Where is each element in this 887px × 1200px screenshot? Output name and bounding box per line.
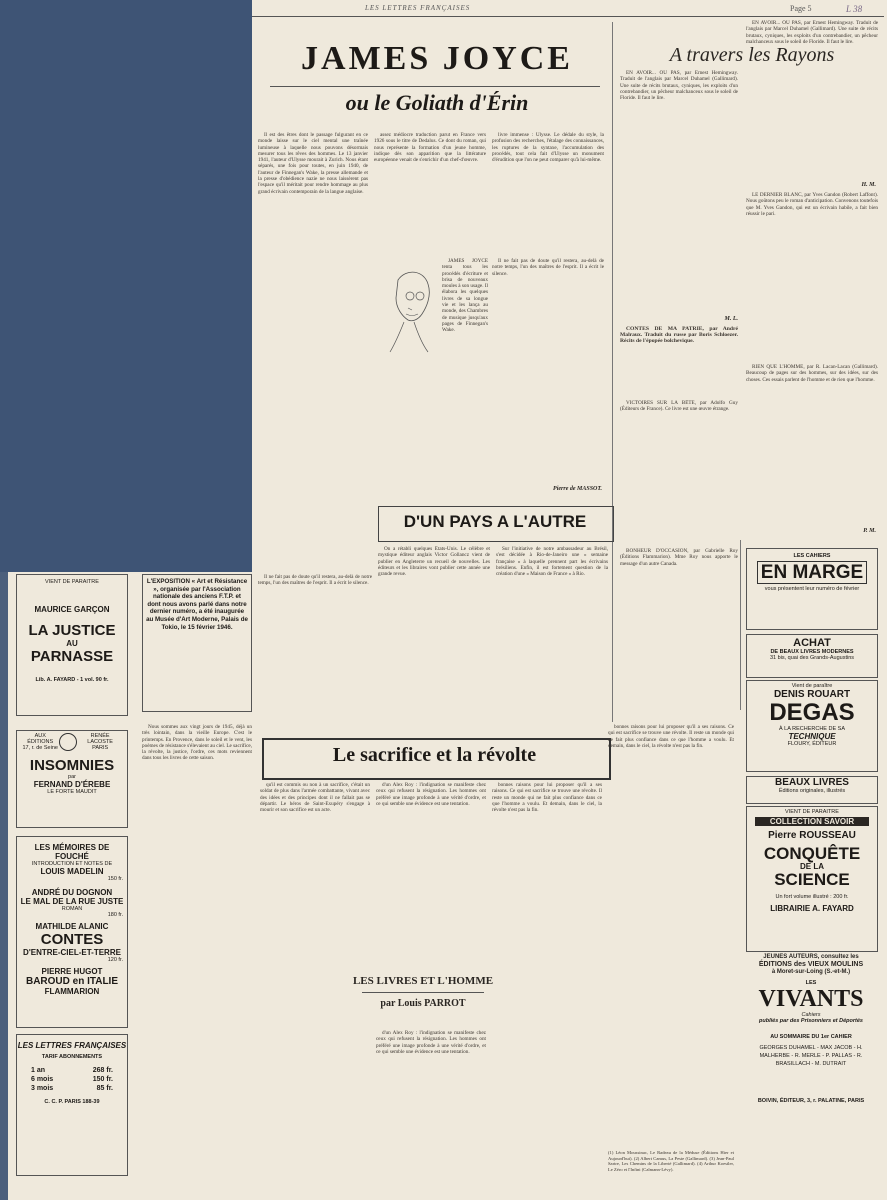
travers-item-6: BONHEUR D'OCCASION, par Gabrielle Roy (Éditions Flammarion). Mme Roy nous apporte le message d'un autre Canada.	[620, 548, 738, 567]
joyce-column-3: livre immense : Ulysse. Le dédale du style, la profusion des recherches, l'étalage des connaissances, les ruptures de la syntaxe, l'accumulation des procédés, tout cela fait d'Ulysse un monument d'érudition que l'on ne peut comparer qu'à lui-même.	[492, 132, 604, 164]
marge-note: vous présentent leur numéro de février	[764, 586, 860, 592]
joyce-column-2: assez médiocre traduction parut en France vers 1926 sous le titre de Dedalus. Ce dont du roman, qui nous représente la formation d'un jeune homme, indique dès son apparition que la littérature européenne venait de s'enrichir d'un chef-d'œuvre.	[374, 132, 486, 164]
livres-title: LES LIVRES ET L'HOMME	[352, 975, 494, 987]
savoir-title: CONQUÊTE	[763, 844, 861, 863]
ad-hugot-author: PIERRE HUGOT	[41, 967, 103, 976]
ad-dognon-type: ROMAN	[61, 906, 83, 912]
ad-fouche-intro: INTRODUCTION ET NOTES DE	[31, 861, 113, 867]
ad-insomnies-by: par	[68, 774, 76, 780]
sacrifice-col-2: qu'il est commis ou non à un sacrifice, c'était un soldat de plus dans l'armée combattante, vivant avec des idées et des principes dont il ne fallait pas se départir. Le héros de Saint-Exupéry s'engage à mourir et son sacrifice est un acte.	[260, 782, 370, 814]
degas-author: DENIS ROUART	[773, 689, 851, 700]
column-divider	[612, 22, 613, 722]
ad-fouche-editor: LOUIS MADELIN	[40, 867, 104, 876]
livres-author: par Louis PARROT	[380, 998, 466, 1009]
ad-hugot-title: BAROUD en ITALIE	[25, 976, 119, 987]
ad-insomnies-author: FERNAND D'ÉREBE	[33, 780, 111, 789]
ad-en-marge	[746, 548, 878, 630]
ad-justice-line3: PARNASSE	[30, 648, 114, 665]
ad-alanic-price: 120 fr.	[107, 957, 123, 963]
joyce-title-rule	[270, 86, 600, 87]
travers-sig-1: M. L.	[724, 316, 738, 322]
tarif-row	[17, 1084, 127, 1093]
ad-insomnies-left: AUX ÉDITIONS 17, r. de Seine	[22, 733, 58, 751]
ad-hugot-pub: FLAMMARION	[44, 987, 100, 996]
ad-degas	[746, 680, 878, 772]
sacrifice-col-3: d'un Alex Roy : l'indignation se manifeste chez ceux qui refusent la résignation. Les hommes ont préféré une image profonde à une vérité d'ordre, et ce qui semble une évidence est une tentation.	[376, 782, 486, 807]
marge-title: EN MARGE	[757, 561, 867, 584]
vivants-pub: BOIVIN, ÉDITEUR, 3, r. PALATINE, PARIS	[757, 1098, 865, 1104]
travers-item-4: CONTES DE MA PATRIE, par André Malraux. Traduit du russe par Boris Schloezer. Récits de l'épopée bolchevique.	[620, 326, 738, 344]
joyce-tail: Il ne fait pas de doute qu'il restera, au-delà de notre temps, l'un des maîtres de l'esprit. Il a écrit le silence.	[258, 574, 372, 587]
beaux-title: BEAUX LIVRES	[775, 777, 849, 788]
travers-item-1: EN AVOIR... OU PAS, par Ernest Hemingway. Traduit de l'anglais par Marcel Duhamel (Gallimard). Une suite de récits brutaux, cyniques, les exploits d'un contrebandier, un pêcheur malchanceux sous le soleil de Floride. Il faut le lire.	[620, 70, 738, 102]
ad-justice-line1: LA JUSTICE	[28, 622, 116, 639]
joyce-signature: Pierre de MASSOT.	[553, 486, 602, 492]
travers-sig-2: H. M.	[861, 182, 876, 188]
pays-body-right: Sur l'initiative de notre ambassadeur au Brésil, s'est décidée à Rio-de-Janeiro une « semaine française » à laquelle prennent part les écrivains brésiliens. Enfin, il est fortement question de la création d'une « Maison de France » à Rio.	[496, 546, 608, 578]
savoir-pre: VIENT DE PARAITRE	[785, 809, 839, 815]
jeunes-line3: à Moret-sur-Loing (S.-et-M.)	[771, 968, 851, 975]
tarif-table	[17, 1066, 127, 1093]
travers-intro-right: EN AVOIR... OU PAS, par Ernest Hemingway. Traduit de l'anglais par Marcel Duhamel (Gallimard). Une suite de récits brutaux, cyniques, les exploits d'un contrebandier, un pêcheur malchanceux sous le soleil de Floride. Il faut le lire.	[746, 20, 878, 45]
travers-item-3: RIEN QUE L'HOMME, par R. Lacan-Lacan (Gallimard). Beaucoup de pages sur des hommes, sur des idées, sur des choses. Ces essais parlent de l'homme et de rien que l'homme.	[746, 364, 878, 383]
ad-insomnies-title: INSOMNIES	[29, 757, 115, 774]
joyce-subtitle: ou le Goliath d'Érin	[345, 90, 529, 115]
travers-item-2: LE DERNIER BLANC, par Yves Gandon (Robert Laffont). Nous goûtons peu le roman d'anticipation. Convenons toutefois que M. Yves Gandon, qui est un écrivain habile, a fait bien réussir le pari.	[746, 192, 878, 217]
savoir-price: Un fort volume illustré : 200 fr.	[775, 894, 849, 900]
livres-rule	[362, 992, 484, 993]
ad-fouche-price: 150 fr.	[107, 876, 123, 882]
degas-pub: FLOURY, ÉDITEUR	[787, 741, 837, 747]
ad-tarif	[16, 1034, 128, 1176]
ad-alanic-author: MATHILDE ALANIC	[35, 922, 109, 931]
ad-justice-foot: Lib. A. FAYARD - 1 vol. 90 fr.	[35, 677, 109, 683]
ad-beaux-livres	[746, 776, 878, 804]
achat-body: DE BEAUX LIVRES MODERNES	[770, 649, 854, 655]
tarif-term: 1 an	[31, 1067, 46, 1074]
ad-alanic-title2: D'ENTRE-CIEL-ET-TERRE	[23, 948, 121, 957]
corner-note: L 38	[846, 4, 863, 14]
ad-fouche-block	[16, 836, 128, 1028]
savoir-title3: SCIENCE	[774, 870, 850, 889]
travers-title: A travers les Rayons	[669, 44, 835, 66]
tarif-price: 268 fr.	[92, 1067, 113, 1074]
sacrifice-footnote: (1) Léon Moussinac, Le Radeau de la Méduse (Éditions Hier et Aujourd'hui). (2) Albert Camus, La Peste (Gallimard). (3) Jean-Paul Sartre, Les Chemins de la Liberté (Gallimard). (4) Arthur Koestler, Le Zéro et l'Infini (Calmann-Lévy).	[608, 1150, 734, 1172]
ad-vivants	[746, 980, 876, 1190]
ad-insomnies-sub: LE FORTE MAUDIT	[47, 789, 97, 795]
achat-title: ACHAT	[793, 637, 831, 649]
jeunes-line1: JEUNES AUTEURS, consultez les	[763, 954, 859, 960]
ad-achat	[746, 634, 878, 678]
vivants-sommaire: AU SOMMAIRE DU 1er CAHIER	[770, 1034, 852, 1040]
degas-sub2: TECHNIQUE	[788, 732, 836, 741]
ad-insomnies-right: RENÉE LACOSTE PARIS	[87, 733, 113, 751]
tarif-row	[17, 1075, 127, 1084]
publisher-emblem-icon	[59, 733, 77, 751]
vivants-title: VIVANTS	[758, 986, 864, 1012]
column-divider-right	[740, 540, 741, 710]
sacrifice-title: Le sacrifice et la révolte	[332, 744, 537, 766]
ad-insomnies	[16, 730, 128, 828]
degas-title: DEGAS	[769, 699, 855, 726]
ad-dognon-author: ANDRÉ DU DOGNON	[31, 888, 113, 897]
joyce-portrait	[378, 262, 440, 354]
ad-jeunes-auteurs	[746, 954, 876, 976]
joyce-caption: JAMES JOYCE tenta tous les procédés d'écriture et brisa de nouveaux moules à son usage. Il élabora les quelques livres de sa longue vie et les lança au monde, des Chambres de musique jusqu'aux pages de Finnegan's Wake.	[442, 258, 488, 334]
ad-justice-author: MAURICE GARÇON	[34, 605, 110, 614]
vivants-pre: LES	[805, 980, 817, 986]
top-rule	[252, 16, 884, 17]
travers-item-5: VICTOIRES SUR LA BÊTE, par Adolfo Guy (Éditeurs de France). Ce livre est une œuvre étrange.	[620, 400, 738, 413]
tarif-subtitle: TARIF ABONNEMENTS	[41, 1054, 103, 1060]
ad-conquete-science	[746, 806, 878, 952]
tarif-row	[17, 1066, 127, 1075]
tarif-term: 6 mois	[31, 1076, 54, 1083]
tarif-ccp: C. C. P. PARIS 188-39	[44, 1099, 100, 1105]
sacrifice-col-1: Nous sommes aux vingt jours de 1945, déjà un très lointain, dans la vieille Europe. C'est le printemps. En Provence, dans le soleil et le vent, les poèmes de résistance s'élevaient au ciel. Le sacrifice, la révolte, la justice, l'ordre, ces mots reviennent dans tous les livres de cette saison.	[142, 724, 252, 762]
vivants-sub: Cahiers	[801, 1012, 821, 1018]
marge-pre: LES CAHIERS	[793, 553, 831, 559]
savoir-collection: COLLECTION SAVOIR	[755, 817, 869, 826]
sacrifice-col-4: bonnes raisons pour lui proposer qu'il a ses raisons. Ce qui est sacrifice se trouve une révolte. Il reste un monde qui ne fait plus confiance dans ce que l'homme a voulu. Et demain, dans le ciel, la révolte n'est pas la fin.	[492, 782, 602, 814]
ad-alanic-title: CONTES	[40, 931, 104, 948]
ad-dognon-title: LE MAL DE LA RUE JUSTE	[20, 897, 124, 906]
savoir-title2: DE LA	[800, 862, 824, 871]
joyce-title: JAMES JOYCE	[301, 40, 573, 77]
travers-sig-3: P. M.	[863, 528, 876, 534]
page-number: Page 5	[790, 4, 812, 13]
degas-pre: Vient de paraître	[791, 683, 833, 689]
degas-sub: À LA RECHERCHE DE SA	[778, 726, 846, 732]
ad-justice-pre: VIENT DE PARAITRE	[45, 579, 99, 585]
ad-justice-line2: AU	[66, 639, 78, 648]
vivants-sub2: publiés par des Prisonniers et Déportés	[759, 1018, 863, 1024]
tarif-term: 3 mois	[31, 1085, 54, 1092]
joyce-ending: Il ne fait pas de doute qu'il restera, au-delà de notre temps, l'un des maîtres de l'esprit. Il a écrit le silence.	[492, 258, 604, 277]
tarif-price: 85 fr.	[96, 1085, 113, 1092]
masthead: LES LETTRES FRANÇAISES	[365, 4, 471, 12]
pays-body-left: On a rétabli quelques États-Unis. Le célèbre et mystique éditeur anglais Victor Gollancz vient de publier en Angleterre un recueil de nouvelles. Les éditeurs et les libraires vont publier cette année une grande revue.	[378, 546, 490, 578]
ad-dognon-price: 180 fr.	[107, 912, 123, 918]
pays-title: D'UN PAYS A L'AUTRE	[403, 512, 587, 531]
joyce-column-1: Il est des êtres dont le passage fulgurant en ce monde laisse sur le ciel mental une traînée lumineuse à laquelle nous pouvons désormais mesurer tous les rêves des hommes. Le 13 janvier 1941, l'auteur d'Ulysse mourait à Zurich. Nous étant séparés, une fois pour toutes, en juin 1940, de l'auteur de Finnegan's Wake, la presse allemande et la presse d'obédience nazie ne nous laissèrent pas l'espace qu'il méritait pour rendre hommage au plus grand écrivain contemporain de la langue anglaise.	[258, 132, 368, 195]
beaux-body: Éditions originales, illustrés	[778, 788, 846, 794]
achat-addr: 31 bis, quai des Grands-Augustins	[769, 655, 855, 661]
savoir-author: Pierre ROUSSEAU	[768, 830, 856, 841]
savoir-pub: LIBRAIRIE A. FAYARD	[770, 904, 854, 913]
sacrifice-col-3b: d'un Alex Roy : l'indignation se manifeste chez ceux qui refusent la résignation. Les hommes ont préféré une image profonde à une vérité d'ordre, et ce qui semble une évidence est une tentation.	[376, 1030, 486, 1055]
ad-fouche-title: LES MÉMOIRES DE FOUCHÉ	[34, 843, 110, 861]
exposition-notice: L'EXPOSITION « Art et Résistance », organisée par l'Association nationale des anciens F.T.P. et dont nous avons parlé dans notre dernier numéro, a été inaugurée au Musée d'Art Moderne, Palais de Tokio, le 15 février 1946.	[142, 574, 252, 712]
tarif-title: LES LETTRES FRANÇAISES	[17, 1041, 127, 1050]
tarif-price: 150 fr.	[92, 1076, 113, 1083]
sacrifice-col-5: bonnes raisons pour lui proposer qu'il a ses raisons. Ce qui est sacrifice se trouve une révolte. Il reste un monde qui ne fait plus confiance dans ce que l'homme a voulu. Et demain, dans le ciel, la révolte n'est pas la fin.	[608, 724, 734, 749]
ad-justice-parnasse	[16, 574, 128, 716]
jeunes-line2: ÉDITIONS des VIEUX MOULINS	[758, 961, 864, 969]
vivants-names: GEORGES DUHAMEL - MAX JACOB - H. MALHERBE - R. MERLE - P. PALLAS - R. BRASILLACH - M. DUTRAIT	[759, 1045, 863, 1067]
